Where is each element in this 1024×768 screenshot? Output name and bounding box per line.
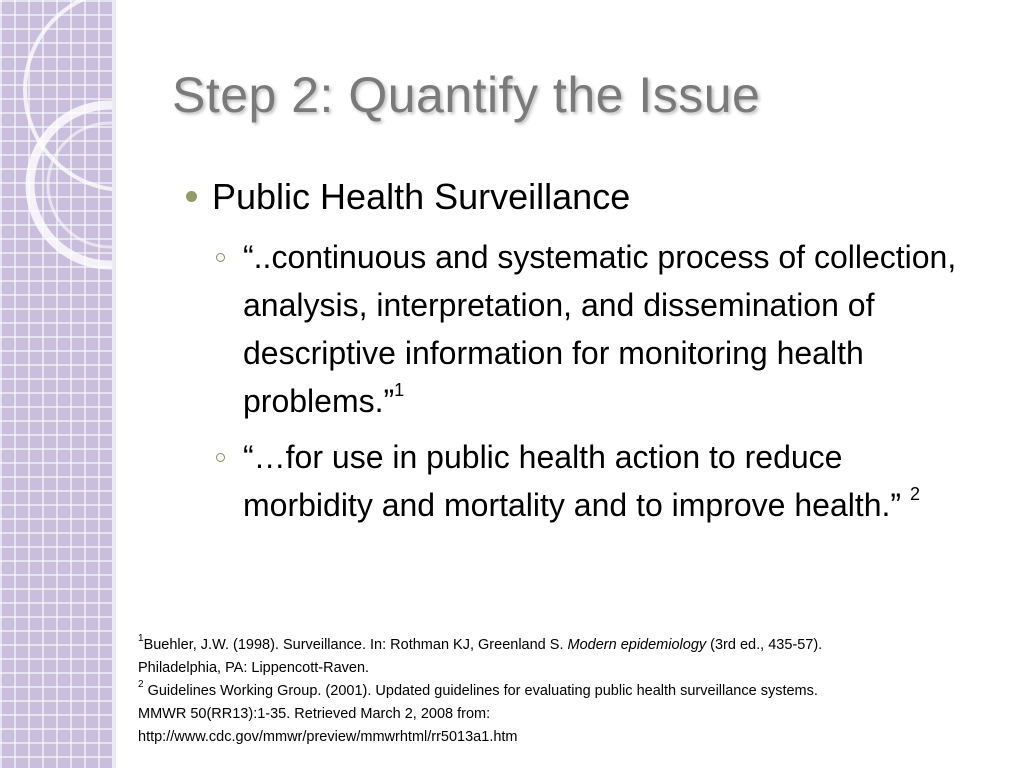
bullet-ring-icon — [216, 253, 225, 262]
slide-body — [186, 175, 976, 537]
bullet-ring-icon — [216, 453, 225, 462]
sub-bullet-purpose — [186, 433, 976, 529]
footnote-url: http://www.cdc.gov/mmwr/preview/mmwrhtml/rr5013a1.htm — [138, 729, 518, 745]
bullet-dot-icon — [186, 191, 197, 202]
footnote-1-line2: Philadelphia, PA: Lippencott-Raven. — [138, 660, 370, 676]
footnote-2 — [138, 680, 1008, 703]
footnote-1 — [138, 634, 1008, 657]
sidebar-divider — [112, 0, 116, 768]
main-bullet-text: Public Health Surveillance — [212, 176, 631, 217]
reference-marker: 1 — [394, 380, 405, 401]
reference-marker: 2 — [909, 484, 920, 505]
footnote-marker: 2 — [138, 679, 144, 691]
main-bullet — [186, 175, 976, 219]
sub-bullet-text: “..continuous and systematic process of collection, analysis, interpretation, and dissemination of descriptive information for monitoring health problems.” — [243, 239, 957, 419]
sub-bullet-definition — [186, 233, 976, 425]
footnote-citation: Guidelines Working Group. (2001). Updated guidelines for evaluating public health surveillance systems. — [143, 683, 818, 699]
footnote-book-title: Modern epidemiology — [567, 637, 707, 653]
footnote-citation: Buehler, J.W. (1998). Surveillance. In: Rothman KJ, Greenland S. — [143, 637, 568, 653]
footnote-citation-end: (3rd ed., 435-57). — [706, 637, 823, 653]
slide-title: Step 2: Quantify the Issue — [172, 67, 761, 123]
decorative-circles — [0, 0, 112, 330]
decorative-sidebar — [0, 0, 112, 768]
sub-bullet-list — [186, 233, 976, 529]
footnotes — [138, 634, 1008, 749]
footnote-2-line2: MMWR 50(RR13):1-35. Retrieved March 2, 2008 from: — [138, 706, 491, 722]
footnote-marker: 1 — [138, 633, 144, 645]
sub-bullet-text: “…for use in public health action to reduce morbidity and mortality and to improve health.” — [243, 439, 910, 523]
